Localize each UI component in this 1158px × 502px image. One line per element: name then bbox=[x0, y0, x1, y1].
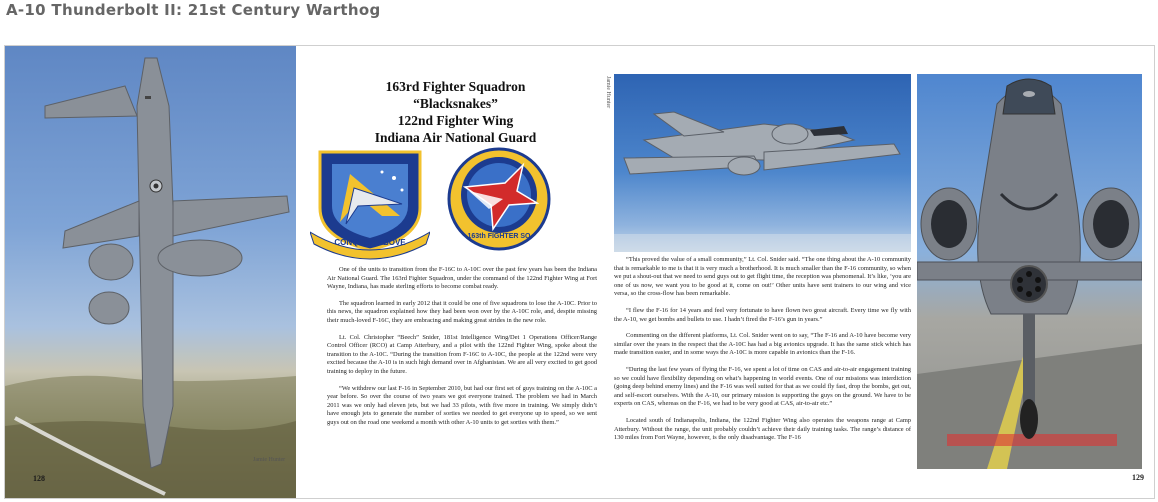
paragraph: “During the last few years of flying the F-16, we spent a lot of time on CAS and air-to-air engagement training so we could have flexibility depending on what’s happening in world events. One of our missions was interdiction (going deep behind enemy lines) and the F-16 was well suited for that as we could fly fast, drop the bombs, get out, and self-escort ourselves. With the A-10, our primary mission is supporting the guys on the ground. We have to be experts on CAS, whereas on the F-16, we had to be very good at CAS, air-to-air etc.” bbox=[614, 365, 911, 408]
heading-line-2: “Blacksnakes” bbox=[413, 96, 498, 111]
shield-banner-text: CONQUER ABOVE bbox=[334, 238, 406, 247]
photo-credit-left: Jamie Hunter bbox=[253, 457, 286, 463]
paragraph: “This proved the value of a small community,” Lt. Col. Snider said. “The one thing about the A-10 community that is remarkable to me is that it is very much a brotherhood. It is much smaller than the F-16 community, so when we put a shout-out that we need to send guys out to get flight time, the reception was phenomenal. It’s like, ‘you are one of us now, we want you to be good at it, come on out!’ Other units have sent trainers to our wing and vice versa, so the cross-flow has been remarkable. bbox=[614, 256, 911, 298]
paragraph: “We withdrew our last F-16 in September 2010, but had our first set of guys training on the A-10C a year before. So over the course of two years we got everyone trained. The problem we had in March 2011 was we only had eleven jets, but we had 33 pilots, with five more in training. We simply didn’t have enough jets to generate the number of sorties we needed to get everyone up to speed, so we sent guys out on the road one weekend a month with other A-10 units to get sorties with them.” bbox=[327, 384, 597, 426]
right-text-column bbox=[614, 256, 911, 451]
paragraph: Located south of Indianapolis, Indiana, the 122nd Fighter Wing also operates the weapons range at Camp Atterbury. Without the range, the unit probably couldn’t achieve their daily training tasks. The range’s distance of 130 miles from Fort Wayne, however, is the only disadvantage. The F-16 bbox=[614, 416, 911, 442]
page-number-right: 129 bbox=[1132, 473, 1144, 482]
page-number-left: 128 bbox=[33, 474, 45, 483]
heading-line-4: Indiana Air National Guard bbox=[374, 130, 537, 145]
paragraph: One of the units to transition from the F-16C to A-10C over the past few years has been the Indiana Air National Guard. The 163rd Fighter Squadron, under the command of the 122nd Fighter Wing at Fort Wayne, Indiana, has made sterling efforts to become combat ready. bbox=[327, 266, 597, 291]
a10-vertical-photo bbox=[5, 46, 296, 498]
paragraph: Commenting on the different platforms, Lt. Col. Snider went on to say, “The F-16 and A-10 have become very similar over the years in the respect that the A-10C has had a big avionics upgrade. It has the same stick which has made transition easier, and in some ways the A-10C is more capable in avionics than the F-16. bbox=[614, 332, 911, 357]
squadron-heading bbox=[310, 78, 601, 146]
page-title: A-10 Thunderbolt II: 21st Century Warthog bbox=[6, 1, 381, 19]
a10-front-view-photo bbox=[917, 74, 1142, 469]
round-patch-emblem bbox=[445, 147, 553, 259]
heading-line-1: 163rd Fighter Squadron bbox=[385, 79, 526, 94]
a10-banking-photo bbox=[614, 74, 911, 252]
heading-line-3: 122nd Fighter Wing bbox=[397, 113, 514, 128]
paragraph: “I flew the F-16 for 14 years and feel very fortunate to have flown two great aircraft. Every time we fly with the A-10, we get bombs and bullets to use. I hadn’t fired the F-16’s gun in years.” bbox=[614, 306, 911, 323]
paragraph: The squadron learned in early 2012 that it could be one of five squadrons to lose the A-10C. Prior to this news, the squadron explained how they had been won over by the A-10C role, and, despite missing their much-loved F-16C, they are embracing and making great strides in the new role. bbox=[327, 299, 597, 324]
shield-emblem bbox=[310, 146, 430, 262]
paragraph: Lt. Col. Christopher “Beech” Snider, 181st Intelligence Wing/Det 1 Operations Officer/Range Control Officer (RCO) at Camp Atterbury, and a pilot with the 122nd Fighter Wing, spoke about the transition to the A-10C. “During the transition from F-16C to A-10C, the people at the 122nd were very excited because the A-10 is in such high demand over in Afghanistan. We are all very excited to get good training to deploy in the future. bbox=[327, 333, 597, 375]
photo-credit-middle: Jamie Hunter bbox=[605, 76, 611, 109]
left-text-column bbox=[327, 266, 597, 436]
book-spread bbox=[4, 45, 1155, 499]
patch-banner-text: 163th FIGHTER SQ bbox=[467, 233, 531, 240]
